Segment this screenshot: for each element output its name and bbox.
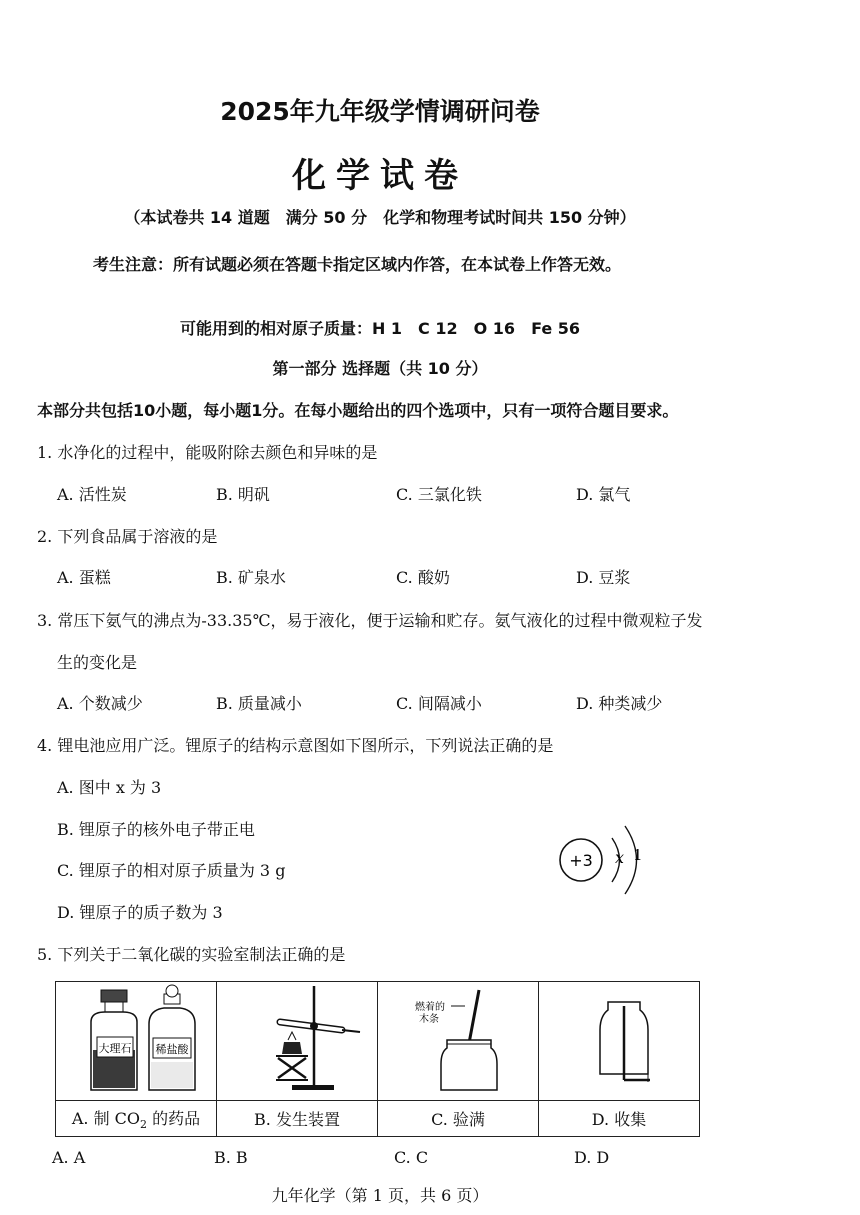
caption-b: B. 发生装置 xyxy=(217,1101,378,1137)
q1-option-d: D. 氯气 xyxy=(576,485,631,504)
q1-option-b: B. 明矾 xyxy=(216,485,270,504)
q4-option-a: A. 图中 x 为 3 xyxy=(57,778,162,797)
q3-option-c: C. 间隔减小 xyxy=(396,694,482,713)
q5-option-a: A. A xyxy=(52,1148,86,1167)
caption-d: D. 收集 xyxy=(539,1101,700,1137)
bottle-cap-1 xyxy=(101,990,127,1002)
cell-test-full xyxy=(378,982,539,1101)
lab-jack xyxy=(278,1058,306,1078)
splint-label-line2: 木条 xyxy=(419,1014,439,1025)
page-footer: 九年化学（第 1 页，共 6 页） xyxy=(271,1186,489,1205)
question-3-stem-line1: 3. 常压下氨气的沸点为-33.35℃，易于液化，便于运输和贮存。氨气液化的过程中微观粒子发 xyxy=(37,611,703,630)
q5-option-b: B. B xyxy=(214,1148,248,1167)
label-acid: 稀盐酸 xyxy=(155,1043,189,1056)
question-4-stem: 4. 锂电池应用广泛。锂原子的结构示意图如下图所示，下列说法正确的是 xyxy=(37,736,554,755)
q4-option-b: B. 锂原子的核外电子带正电 xyxy=(57,820,255,839)
generation-apparatus xyxy=(222,982,372,1096)
exam-notice: 考生注意：所有试题必须在答题卡指定区域内作答，在本试卷上作答无效。 xyxy=(93,255,622,274)
q4-option-c: C. 锂原子的相对原子质量为 3 g xyxy=(57,861,286,880)
reagent-bottles xyxy=(61,982,211,1096)
stand-base xyxy=(292,1085,334,1090)
question-2-stem: 2. 下列食品属于溶液的是 xyxy=(37,527,218,546)
caption-c: C. 验满 xyxy=(378,1101,539,1137)
label-marble: 大理石 xyxy=(98,1042,132,1055)
shell1-electrons: x xyxy=(615,848,625,867)
question-3-stem-line2: 生的变化是 xyxy=(57,653,138,672)
q2-option-c: C. 酸奶 xyxy=(396,568,450,587)
q5-figure-table xyxy=(55,981,700,1137)
cell-reagents xyxy=(56,982,217,1101)
q2-option-b: B. 矿泉水 xyxy=(216,568,286,587)
gas-bottle xyxy=(441,1040,497,1090)
question-1-stem: 1. 水净化的过程中，能吸附除去颜色和异味的是 xyxy=(37,443,378,462)
q3-option-b: B. 质量减小 xyxy=(216,694,302,713)
q4-option-d: D. 锂原子的质子数为 3 xyxy=(57,903,223,922)
exam-title: 2025年九年级学情调研问卷 xyxy=(220,97,540,126)
nucleus-charge: +3 xyxy=(569,851,593,870)
shell2-electrons: 1 xyxy=(633,846,643,864)
test-full-setup xyxy=(383,982,533,1096)
caption-a: A. 制 $CO_2$ 的药品 xyxy=(56,1101,217,1137)
q5-option-c: C. C xyxy=(394,1148,429,1167)
q1-option-a: A. 活性炭 xyxy=(57,485,127,504)
question-5-stem: 5. 下列关于二氧化碳的实验室制法正确的是 xyxy=(37,945,346,964)
collection-setup xyxy=(544,982,694,1096)
atomic-masses: 可能用到的相对原子质量：H 1 C 12 O 16 Fe 56 xyxy=(179,319,581,338)
clamp xyxy=(310,1022,318,1030)
cell-collection xyxy=(539,982,700,1101)
acid-liquid xyxy=(151,1062,193,1088)
q2-option-a: A. 蛋糕 xyxy=(57,568,111,587)
q5-option-d: D. D xyxy=(574,1148,610,1167)
part1-title: 第一部分 选择题（共 10 分） xyxy=(272,359,488,378)
subject-title: 化学试卷 xyxy=(292,156,468,196)
q3-option-a: A. 个数减少 xyxy=(57,694,143,713)
alcohol-lamp xyxy=(282,1042,302,1054)
cell-generator xyxy=(217,982,378,1101)
flame xyxy=(288,1032,296,1040)
q3-option-d: D. 种类减少 xyxy=(576,694,663,713)
part1-intro: 本部分共包括10小题，每小题1分。在每小题给出的四个选项中，只有一项符合题目要求。 xyxy=(37,401,679,420)
q1-option-c: C. 三氯化铁 xyxy=(396,485,482,504)
splint-label-line1: 燃着的 xyxy=(415,1002,445,1013)
lithium-atom-diagram xyxy=(555,818,665,898)
q2-option-d: D. 豆浆 xyxy=(576,568,631,587)
exam-info: （本试卷共 14 道题 满分 50 分 化学和物理考试时间共 150 分钟） xyxy=(124,208,636,227)
